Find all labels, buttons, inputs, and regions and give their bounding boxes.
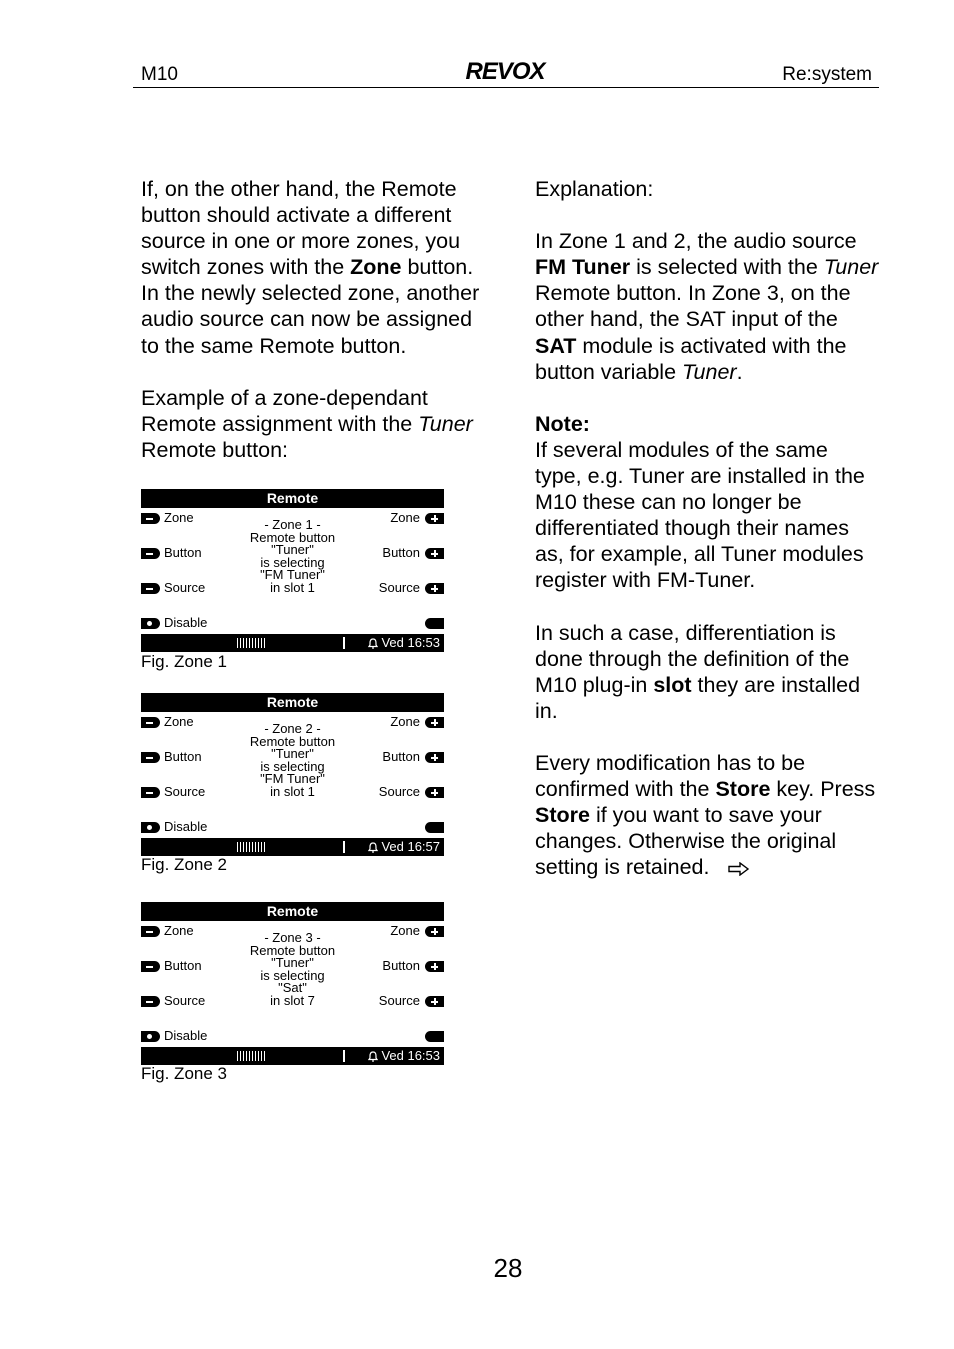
revox-logo <box>455 58 555 86</box>
lcd-label-button-right: Button <box>382 958 420 973</box>
lcd-title: Remote <box>141 489 444 508</box>
signal-bars-icon <box>237 638 265 648</box>
figure-caption: Fig. Zone 2 <box>141 855 227 874</box>
lcd-label-source-right: Source <box>378 784 420 799</box>
lcd-screen-zone-3 <box>141 902 444 1065</box>
lcd-title: Remote <box>141 902 444 921</box>
minus-key-icon <box>141 583 160 594</box>
lcd-label-button-left: Button <box>164 958 202 973</box>
dot-key-icon <box>141 1031 160 1042</box>
figure-caption: Fig. Zone 1 <box>141 652 227 671</box>
example-paragraph: Example of a zone-dependant Remote assignment with the Tuner Remote button: <box>141 385 473 462</box>
plus-key-icon <box>425 752 444 763</box>
lcd-label-zone-left: Zone <box>164 923 194 938</box>
lcd-label-source-left: Source <box>164 993 206 1008</box>
blank-key-icon <box>425 822 444 833</box>
lcd-label-source-right: Source <box>378 993 420 1008</box>
minus-key-icon <box>141 752 160 763</box>
lcd-screen-zone-1 <box>141 489 444 652</box>
header-rule <box>133 87 879 88</box>
svg-text:REVOX: REVOX <box>465 58 545 85</box>
plus-key-icon <box>425 513 444 524</box>
slot-paragraph: In such a case, differentiation is done through the definition of the M10 plug-in slot they are installed in. <box>535 620 861 723</box>
bell-icon <box>368 842 378 853</box>
lcd-label-disable: Disable <box>164 1028 208 1043</box>
lcd-status-bar <box>141 1047 444 1065</box>
status-separator <box>343 1050 345 1062</box>
left-column <box>141 176 491 463</box>
header-model: M10 <box>141 64 178 85</box>
bell-icon <box>368 638 378 649</box>
lcd-status-bar <box>141 634 444 652</box>
status-separator <box>343 841 345 853</box>
lcd-center-text: - Zone 2 - Remote button "Tuner" is selecting "FM Tuner" in slot 1 <box>249 721 336 799</box>
lcd-label-zone-left: Zone <box>164 714 194 729</box>
minus-key-icon <box>141 926 160 937</box>
plus-key-icon <box>425 548 444 559</box>
signal-bars-icon <box>237 842 265 852</box>
minus-key-icon <box>141 961 160 972</box>
note-label: Note: <box>535 411 590 436</box>
plus-key-icon <box>425 926 444 937</box>
status-separator <box>343 637 345 649</box>
page-number: 28 <box>493 1253 523 1283</box>
explanation-heading: Explanation: <box>535 177 654 201</box>
lcd-label-button-left: Button <box>164 545 202 560</box>
status-time: Ved 16:57 <box>368 839 440 855</box>
lcd-label-source-right: Source <box>378 580 420 595</box>
blank-key-icon <box>425 618 444 629</box>
intro-paragraph: If, on the other hand, the Remote button should activate a different source in one or more zones, you switch zones with the Zone button. In the newly selected zone, another audio source can now be assigned to the same Remote button. <box>141 177 480 358</box>
lcd-label-source-left: Source <box>164 784 206 799</box>
minus-key-icon <box>141 548 160 559</box>
lcd-label-zone-left: Zone <box>164 510 194 525</box>
lcd-label-zone-right: Zone <box>390 510 420 525</box>
lcd-label-source-left: Source <box>164 580 206 595</box>
lcd-label-button-right: Button <box>382 749 420 764</box>
right-column <box>535 176 880 881</box>
dot-key-icon <box>141 822 160 833</box>
dot-key-icon <box>141 618 160 629</box>
plus-key-icon <box>425 961 444 972</box>
minus-key-icon <box>141 717 160 728</box>
status-time: Ved 16:53 <box>368 635 440 651</box>
store-paragraph: Every modification has to be confirmed with the Store key. Press Store if you want to save your changes. Otherwise the original setting is retained. <box>535 751 876 880</box>
minus-key-icon <box>141 996 160 1007</box>
bell-icon <box>368 1051 378 1062</box>
plus-key-icon <box>425 583 444 594</box>
plus-key-icon <box>425 787 444 798</box>
status-time: Ved 16:53 <box>368 1048 440 1064</box>
plus-key-icon <box>425 717 444 728</box>
figure-caption: Fig. Zone 3 <box>141 1064 227 1083</box>
lcd-title: Remote <box>141 693 444 712</box>
lcd-label-zone-right: Zone <box>390 714 420 729</box>
lcd-label-zone-right: Zone <box>390 923 420 938</box>
lcd-label-button-right: Button <box>382 545 420 560</box>
lcd-label-button-left: Button <box>164 749 202 764</box>
lcd-center-text: - Zone 1 - Remote button "Tuner" is selecting "FM Tuner" in slot 1 <box>249 517 336 595</box>
note-paragraph: Note: If several modules of the same type, e.g. Tuner are installed in the M10 these can no longer be differentiated though their names as, for example, all Tuner modules register with FM-Tuner. <box>535 411 865 593</box>
header-system: Re:system <box>782 64 872 85</box>
minus-key-icon <box>141 787 160 798</box>
lcd-screen-zone-2 <box>141 693 444 856</box>
explanation-paragraph: In Zone 1 and 2, the audio source FM Tuner is selected with the Tuner Remote button. In Zone 3, on the other hand, the SAT input of the SAT module is activated with the button variable Tuner. <box>535 229 879 384</box>
arrow-right-outline-icon <box>728 862 750 876</box>
lcd-status-bar <box>141 838 444 856</box>
minus-key-icon <box>141 513 160 524</box>
lcd-center-text: - Zone 3 - Remote button "Tuner" is selecting "Sat" in slot 7 <box>249 930 336 1008</box>
lcd-label-disable: Disable <box>164 615 208 630</box>
plus-key-icon <box>425 996 444 1007</box>
blank-key-icon <box>425 1031 444 1042</box>
signal-bars-icon <box>237 1051 265 1061</box>
lcd-label-disable: Disable <box>164 819 208 834</box>
